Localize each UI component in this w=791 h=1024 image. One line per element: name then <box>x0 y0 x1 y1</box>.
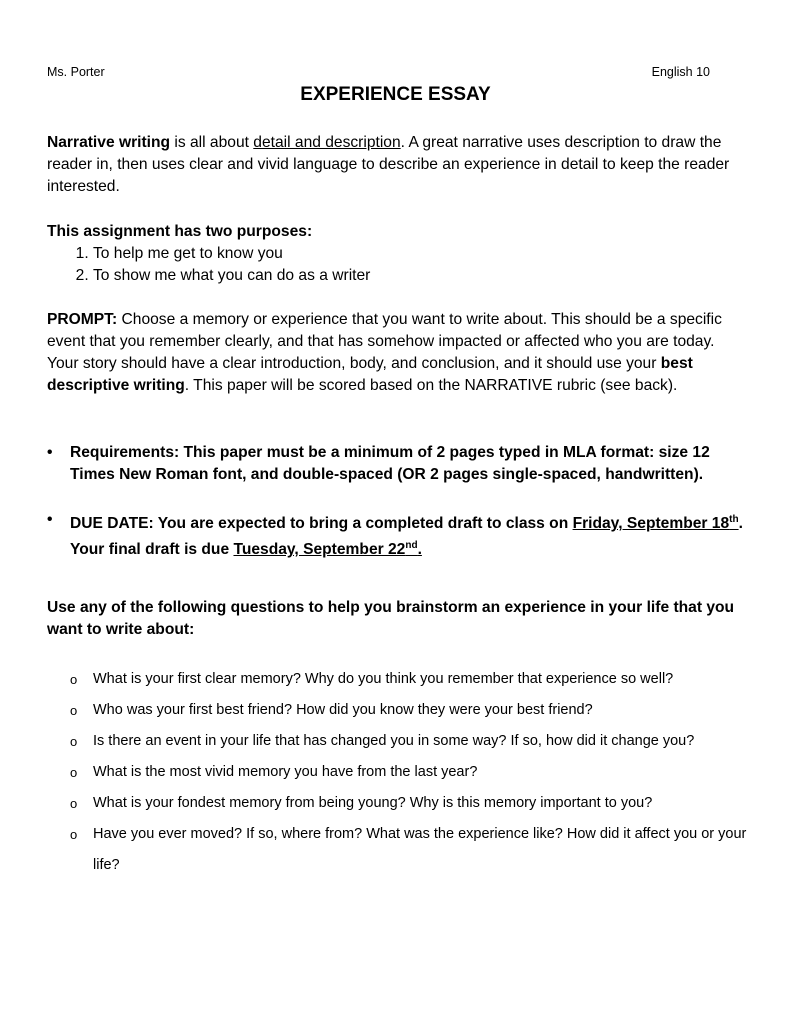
list-item: o What is your fondest memory from being young? Why is this memory important to you? <box>70 788 760 819</box>
list-item: o Have you ever moved? If so, where from? What was the experience like? How did it affect you or your life? <box>70 819 760 881</box>
due-date-bullet <box>47 509 747 561</box>
purposes-section <box>47 221 747 287</box>
list-item: o What is your first clear memory? Why do you think you remember that experience so well? <box>70 664 760 695</box>
purposes-heading: This assignment has two purposes: <box>47 223 313 240</box>
purpose-item: 2. To show me what you can do as a writer <box>93 265 747 287</box>
prompt-bold: best descriptive writing <box>47 355 693 394</box>
brainstorm-questions <box>70 664 760 881</box>
purposes-list <box>47 243 747 287</box>
teacher-name: Ms. Porter <box>47 65 105 79</box>
intro-bold-lead: Narrative writing <box>47 134 171 151</box>
circle-bullet-icon: o <box>70 672 78 687</box>
due-text-2: . Your final draft is due <box>70 515 743 559</box>
page-title: EXPERIENCE ESSAY <box>300 84 491 105</box>
requirements-text: Requirements: This paper must be a minimum of 2 pages typed in MLA format: size 12 Times New Roman font, and double-spaced (OR 2 pages single-spaced, handwritten). <box>70 444 710 483</box>
list-item: o What is the most vivid memory you have from the last year? <box>70 757 760 788</box>
circle-bullet-icon: o <box>70 703 78 718</box>
requirements-bullet <box>47 442 747 486</box>
due-text-1: DUE DATE: You are expected to bring a completed draft to class on <box>70 515 573 533</box>
course-name: English 10 <box>651 65 710 79</box>
prompt-text-1: Choose a memory or experience that you want to write about. This should be a specific event that you remember clearly, and that has somehow impacted or affected who you are today. Your story should have a clear introduction, body, and conclusion, and it should use your <box>47 311 722 372</box>
brainstorm-heading: Use any of the following questions to help you brainstorm an experience in your life that you want to write about: <box>47 599 735 638</box>
purpose-item: 1. To help me get to know you <box>93 243 747 265</box>
intro-text-2: . A great narrative uses description to draw the reader in, then uses clear and vivid language to describe an experience in detail to keep the reader interested. <box>47 134 730 195</box>
prompt-paragraph <box>47 309 747 397</box>
prompt-label: PROMPT: <box>47 311 118 328</box>
list-item: o Is there an event in your life that has changed you in some way? If so, how did it change you? <box>70 726 760 757</box>
intro-underlined: detail and description <box>253 134 401 151</box>
circle-bullet-icon: o <box>70 765 78 780</box>
circle-bullet-icon: o <box>70 827 78 842</box>
list-item: o Who was your first best friend? How did you know they were your best friend? <box>70 695 760 726</box>
circle-bullet-icon: o <box>70 796 78 811</box>
final-date: Tuesday, September 22nd. <box>233 540 422 559</box>
circle-bullet-icon: o <box>70 734 78 749</box>
intro-paragraph <box>47 132 747 198</box>
intro-text-1: is all about <box>170 134 254 151</box>
prompt-text-2: . This paper will be scored based on the NARRATIVE rubric (see back). <box>184 377 678 394</box>
bullet-icon: • <box>47 511 53 528</box>
bullet-icon: • <box>47 444 53 461</box>
draft-date: Friday, September 18th <box>572 514 739 533</box>
